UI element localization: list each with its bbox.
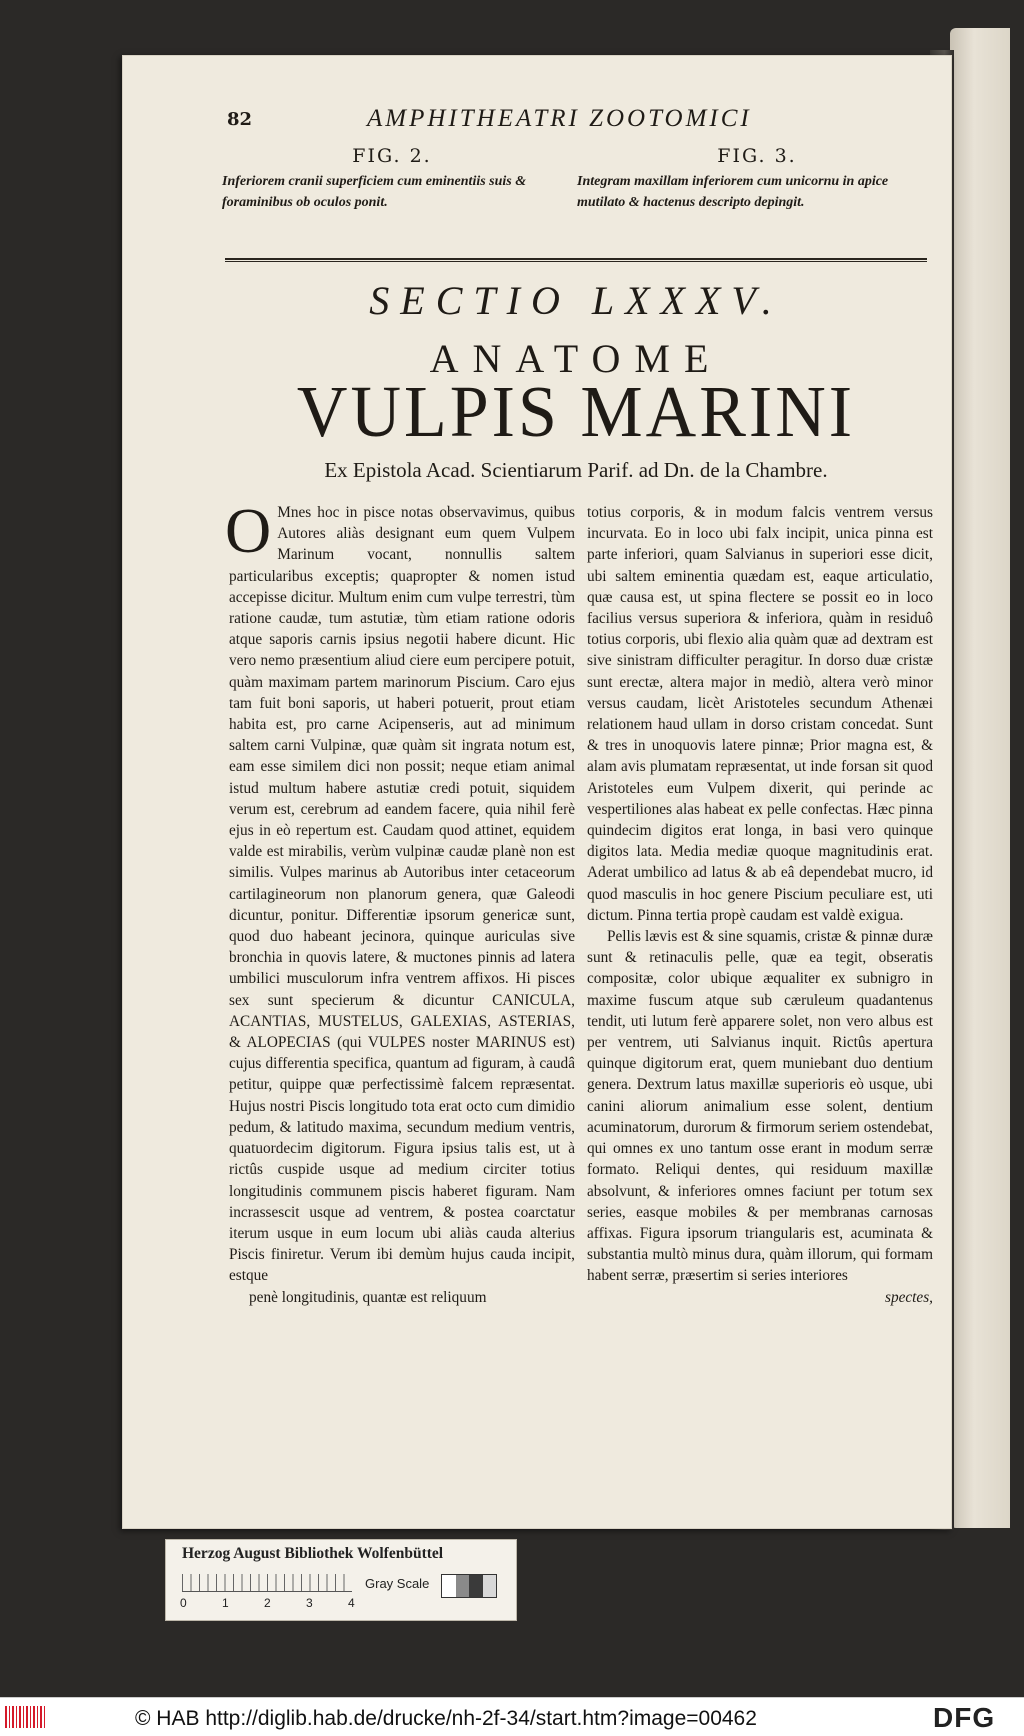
figure-caption-3	[577, 145, 937, 213]
ruler-label: 0	[180, 1596, 187, 1610]
ruler-label: 3	[306, 1596, 313, 1610]
catchword: spectes,	[885, 1288, 933, 1306]
section-title-anatome: ANATOME	[429, 336, 723, 381]
figure-text: Inferiorem cranii superficiem cum eminentiis suis & foraminibus ob oculos ponit.	[222, 174, 527, 210]
paragraph-text: Mnes hoc in pisce notas observavimus, quibus Autores aliàs designant eum quem Vulpem Marinum vocant, nonnullis saltem particularibus exceptis; quapropter & nomen istud accepisse dicitur. Multum enim cum vulpe terrestri, tùm ratione caudæ, tum astutiæ, tùm etiam ratione odoris atque saporis carnis ipsius negotii habere dicunt. Hic vero nemo præsentium aliud ciere eum percipere potuit, quàm maximam partem marinorum Piscium. Caro ejus tam fuit boni saporis, ut haberi potuerit, prout etiam habita est, pro carne Acipenseris, aut ad minimum saltem carni Vulpinæ, quæ quàm sit ingrata notum est, eam esse similem dici non possit; neque etiam animal istud multum habere astutiæ credi potuit, siquidem verum est, cerebrum ad eandem facere, quia nihil ferè ejus in eò repertum est. Caudam quod attinet, equidem valde est mirabilis, verùm vulpinæ caudæ planè non est similis. Vulpes marinus ab Autoribus inter cetaceorum cartilagineorum non planorum genera, quæ Galeodi dicuntur, ponitur. Differentiæ ipsorum genericæ sunt, quod duo habeant jecinora, quinque auriculas sive bronchia in quovis latere, & muctones pinnis ad latera umbilici musculorum infra ventrem affixos. Hi pisces sex sunt specierum & dicuntur CANICULA, ACANTIAS, MUSTELUS, GALEXIAS, ASTERIAS, & ALOPECIAS (qui VULPES noster MARINUS est) cujus differentia specifica, quantum ad figuram, à caudâ petitur, quippe quæ perfectissimè falcem repræsentat. Hujus nostri Piscis longitudo tota erat octo cum dimidio pedum, & latitudo maxima, secundum medium ventris, quatuordecim digitorum. Figura ipsius talis est, ut à rictûs cuspide usque ad medium circiter totius longitudinis communem piscis haberet figuram. Nam incrassescit usque ad ventrem, & postea coarctatur iterum usque in eum locum ubi aliàs cauda alterius Piscis finiretur. Verum ibi demùm hujus cauda incipit, estque	[229, 504, 575, 1285]
figure-text: Integram maxillam inferiorem cum unicornu in apice mutilato & hactenus descripto depingit.	[577, 174, 889, 210]
library-card	[165, 1539, 517, 1621]
last-line: penè longitudinis, quantæ est reliquum	[249, 1288, 487, 1306]
page-header	[227, 105, 927, 135]
ruler-label: 2	[264, 1596, 271, 1610]
measure-ruler	[182, 1574, 352, 1592]
drop-cap: O	[225, 495, 272, 566]
gray-swatch	[469, 1575, 483, 1597]
paragraph-text: Pellis lævis est & sine squamis, cristæ & pinnæ duræ sunt & retinaculis pelle, quæ ea tegit, obseratis compositæ, color ubique æqualiter ex subnigro in maxime fuscum atque sub cæruleum quadantenus tendit, uti lutum ferè apparere solet, non vero albus est per ventrem, uti Salvianus inquit. Rictûs apertura quinque digitorum erat, quem muniebant duo dentium genera. Dextrum latus maxillæ superioris eò usque, ubi canini aliorum animalium esse solent, dentium acuminatorum, durorum & firmorum seriem ostendebat, qui omnes ex uno tantum osse erant in modum serræ formato. Reliqui dentes, qui residuum maxillæ absolvunt, & inferiores omnes faciunt per totum sex series, easque mobiles & per membranas carnosas affixas. Figura ipsorum triangularis est, acuminata & substantia multò minus dura, quàm illorum, qui formam habent serræ, præsertim si series interiores	[587, 928, 933, 1285]
text-column-left	[225, 495, 575, 1308]
figure-title: FIG. 3.	[717, 145, 797, 167]
figure-caption-2	[222, 145, 562, 213]
ruler-label: 1	[222, 1596, 229, 1610]
running-title: AMPHITHEATRI ZOOTOMICI	[367, 105, 752, 132]
figure-title: FIG. 2.	[352, 145, 432, 167]
gray-swatch	[483, 1575, 497, 1597]
ruler-label: 4	[348, 1596, 355, 1610]
section-rule	[225, 258, 927, 262]
dfg-logo: DFG	[933, 1702, 996, 1733]
book-page	[122, 55, 952, 1529]
footer-bar	[0, 1697, 1024, 1736]
text-column-right	[587, 502, 933, 1308]
gray-swatch	[456, 1575, 470, 1597]
library-name: Herzog August Bibliothek Wolfenbüttel	[182, 1545, 444, 1562]
hab-logo-icon	[5, 1706, 45, 1728]
page-number: 82	[227, 109, 253, 130]
copyright-link[interactable]: © HAB http://diglib.hab.de/drucke/nh-2f-34/start.htm?image=00462	[135, 1707, 757, 1730]
gray-scale-swatches	[441, 1574, 497, 1598]
gray-scale-label: Gray Scale	[365, 1576, 430, 1591]
gray-swatch	[442, 1575, 456, 1597]
section-number: SECTIO LXXXV.	[369, 278, 783, 323]
next-page-edge	[950, 28, 1010, 1528]
section-subtitle: Ex Epistola Acad. Scientiarum Parif. ad Dn. de la Chambre.	[324, 458, 828, 482]
section-title-main: VULPIS MARINI	[296, 372, 856, 453]
paragraph-text: totius corporis, & in modum falcis ventrem versus incurvata. Eo in loco ubi falx incipit, unica pinna est parte inferiori, quam Salvianus in superiori esse dicit, ubi saltem eminentia quædam est, eaque articulatio, quæ causa est, ut spina flectere se possit eo in loco facilius versus superiora & inferiora, quàm in residuô totius corporis, ubi flexio alia quàm quæ ad dextram est sive sinistram difficulter peragitur. In dorso duæ cristæ sunt erectæ, altera major in mediò, altera verò minor versus caudam, licèt Aristoteles secundum Athenæi relationem haud ullam in dorso cristam concedat. Sunt & tres in unoquovis latere pinnæ; Prior magna est, & alam avis plumatam repræsentat, ut inde forsan sit quod Aristoteles eum Vulpem dixerit, qui perinde ac vespertiliones alas habeat ex pelle confectas. Hæc pinna quindecim digitos erat longa, in basi vero quinque digitos lata. Media mediæ quoque magnitudinis erat. Aderat umbilico ad latus & ab eâ dependebat mucro, id quod masculis in hoc genere Piscium peculiare est, uti dictum. Pinna tertia propè caudam est valdè exigua.	[587, 504, 933, 924]
